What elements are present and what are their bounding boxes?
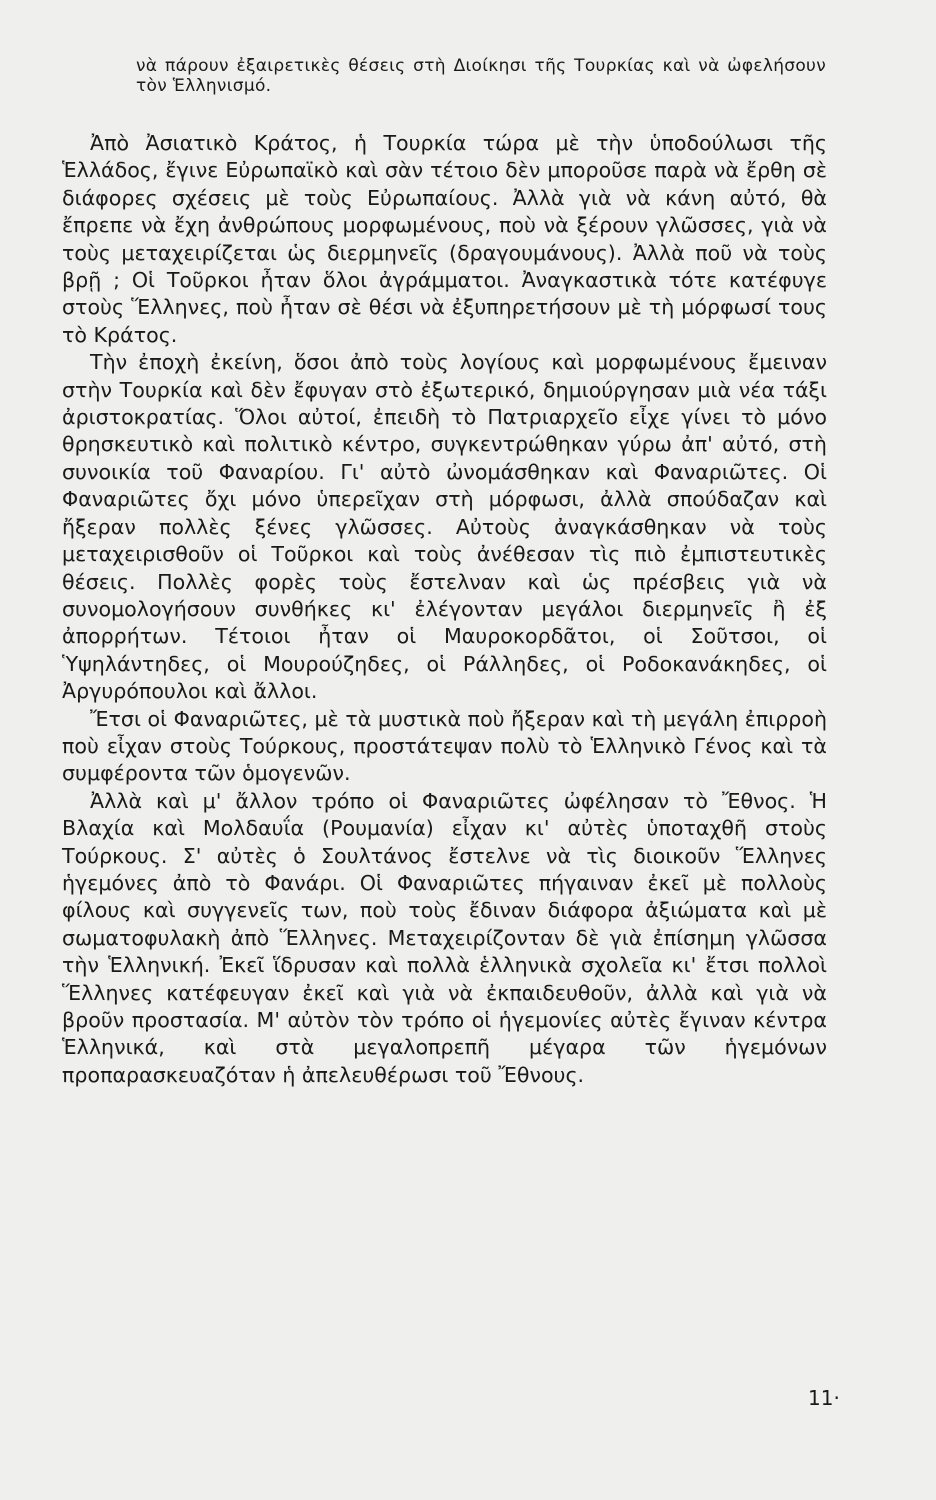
paragraph-2: Τὴν ἐποχὴ ἐκείνη, ὅσοι ἀπὸ τοὺς λογίους καὶ μορφωμένους ἔμειναν στὴν Τουρκία καὶ δὲν ἔφυγαν στὸ ἐξωτερικό, δημιούργησαν μιὰ νέα τάξι ἀριστοκρατίας. Ὅλοι αὐτοί, ἐπειδὴ τὸ Πατριαρχεῖο εἶχε γίνει τὸ μόνο θρησκευτικὸ καὶ πολιτικὸ κέντρο, συγκεντρώθηκαν γύρω ἀπ' αὐτό, στὴ συνοικία τοῦ Φαναρίου. Γι' αὐτὸ ὠνομάσθηκαν καὶ Φαναριῶτες. Οἱ Φαναριῶτες ὄχι μόνο ὑπερεῖχαν στὴ μόρφωσι, ἀλλὰ σπούδαζαν καὶ ἤξεραν πολλὲς ξένες γλῶσσες. Αὐτοὺς ἀναγκάσθηκαν νὰ τοὺς μεταχειρισθοῦν οἱ Τοῦρκοι καὶ τοὺς ἀνέθεσαν τὶς πιὸ ἐμπιστευτικὲς θέσεις. Πολλὲς φορὲς τοὺς ἔστελναν καὶ ὡς πρέσβεις γιὰ νὰ συνομολογήσουν συνθήκες κι' ἐλέγονταν μεγάλοι διερμηνεῖς ἢ ἐξ ἀπορρήτων. Τέτοιοι ἦταν οἱ Μαυροκορδᾶτοι, οἱ Σοῦτσοι, οἱ Ὑψηλάντηδες, οἱ Μουρούζηδες, οἱ Ράλληδες, οἱ Ροδοκανάκηδες, οἱ Ἀργυρόπουλοι καὶ ἄλλοι. xyxy=(62,350,827,704)
page-number: 11· xyxy=(808,1386,840,1410)
paragraph-4: Ἀλλὰ καὶ μ' ἄλλον τρόπο οἱ Φαναριῶτες ὠφέλησαν τὸ Ἔθνος. Ἡ Βλαχία καὶ Μολδαυΐα (Ρουμανία) εἶχαν κι' αὐτὲς ὑποταχθῆ στοὺς Τούρκους. Σ' αὐτὲς ὁ Σουλτάνος ἔστελνε νὰ τὶς διοικοῦν Ἕλληνες ἡγεμόνες ἀπὸ τὸ Φανάρι. Οἱ Φαναριῶτες πήγαιναν ἐκεῖ μὲ πολλοὺς φίλους καὶ συγγενεῖς των, ποὺ τοὺς ἔδιναν διάφορα ἀξιώματα καὶ μὲ σωματοφυλακὴ ἀπὸ Ἕλληνες. Μεταχειρίζονταν δὲ γιὰ ἐπίσημη γλῶσσα τὴν Ἑλληνική. Ἐκεῖ ἵδρυσαν καὶ πολλὰ ἑλληνικὰ σχολεῖα κι' ἔτσι πολλοὶ Ἕλληνες κατέφευγαν ἐκεῖ καὶ γιὰ νὰ ἐκπαιδευθοῦν, ἀλλὰ καὶ γιὰ νὰ βροῦν προστασία. Μ' αὐτὸν τὸν τρόπο οἱ ἡγεμονίες αὐτὲς ἔγιναν κέντρα Ἑλληνικά, καὶ στὰ μεγαλοπρεπῆ μέγαρα τῶν ἡγεμόνων προπαρασκευαζόταν ἡ ἀπελευθέρωσι τοῦ Ἔθνους. xyxy=(62,788,827,1087)
paragraph-3: Ἔτσι οἱ Φαναριῶτες, μὲ τὰ μυστικὰ ποὺ ἤξεραν καὶ τὴ μεγάλη ἐπιρροὴ ποὺ εἶχαν στοὺς Τούρκους, προστάτεψαν πολὺ τὸ Ἑλληνικὸ Γένος καὶ τὰ συμφέροντα τῶν ὁμογενῶν. xyxy=(62,706,827,786)
main-text xyxy=(62,130,827,1089)
intro-text: νὰ πάρουν ἐξαιρετικὲς θέσεις στὴ Διοίκησι τῆς Τουρκίας καὶ νὰ ὠφελήσουν τὸν Ἑλληνισμό. xyxy=(136,56,826,96)
paragraph-1: Ἀπὸ Ἀσιατικὸ Κράτος, ἡ Τουρκία τώρα μὲ τὴν ὑποδούλωσι τῆς Ἑλλάδος, ἔγινε Εὐρωπαϊκὸ καὶ σὰν τέτοιο δὲν μποροῦσε παρὰ νὰ ἔρθη σὲ διάφορες σχέσεις μὲ τοὺς Εὐρωπαίους. Ἀλλὰ γιὰ νὰ κάνη αὐτό, θὰ ἔπρεπε νὰ ἔχη ἀνθρώπους μορφωμένους, ποὺ νὰ ξέρουν γλῶσσες, γιὰ νὰ τοὺς μεταχειρίζεται ὡς διερμηνεῖς (δραγουμάνους). Ἀλλὰ ποῦ νὰ τοὺς βρῇ ; Οἱ Τοῦρκοι ἦταν ὅλοι ἀγράμματοι. Ἀναγκαστικὰ τότε κατέφυγε στοὺς Ἕλληνες, ποὺ ἦταν σὲ θέσι νὰ ἐξυπηρετήσουν μὲ τὴ μόρφωσί τους τὸ Κράτος. xyxy=(62,131,827,347)
